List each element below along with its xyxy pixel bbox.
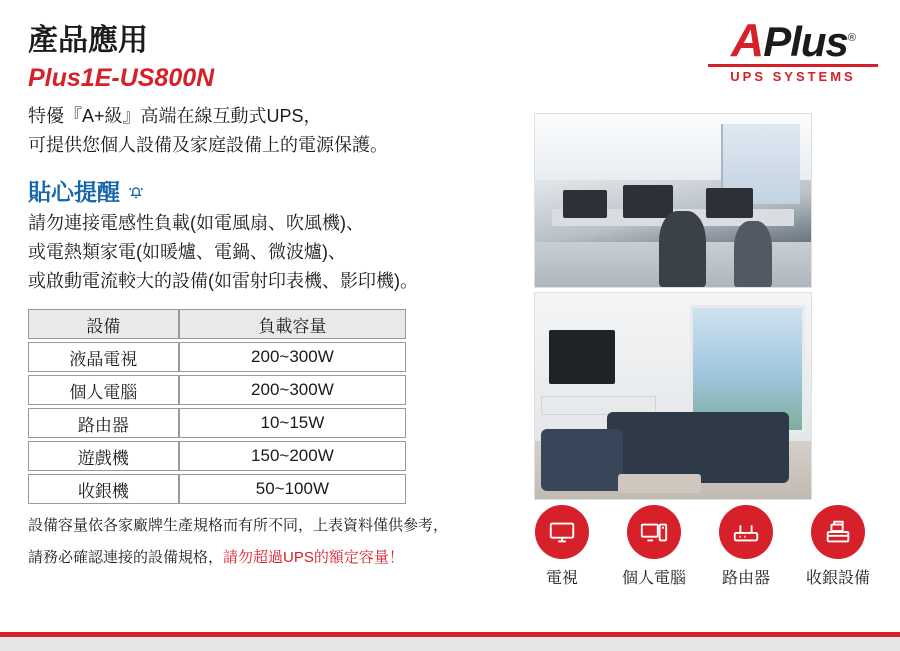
device-icon-label: 電視 bbox=[545, 570, 578, 587]
bell-icon bbox=[126, 181, 146, 201]
tv-icon bbox=[535, 505, 589, 559]
device-icon-item-router bbox=[704, 505, 788, 588]
footnote-line-2 bbox=[28, 545, 508, 571]
desktop-computer-icon bbox=[627, 505, 681, 559]
device-icon-item-pos bbox=[796, 505, 880, 588]
notice-heading-text: 貼心提醒 bbox=[28, 179, 120, 205]
device-icon-label: 路由器 bbox=[721, 570, 770, 587]
office-photo bbox=[534, 113, 812, 288]
aplus-logo bbox=[708, 14, 878, 84]
office-person bbox=[659, 211, 706, 287]
office-person bbox=[734, 221, 773, 287]
table-row bbox=[28, 474, 406, 504]
registered-mark-icon: ® bbox=[847, 32, 856, 44]
logo-word-plus: Plus bbox=[763, 18, 848, 65]
logo-subtitle: UPS SYSTEMS bbox=[730, 69, 856, 84]
notice-heading bbox=[28, 174, 508, 207]
table-row bbox=[28, 441, 406, 471]
table-row bbox=[28, 342, 406, 372]
table-cell-device: 遊戲機 bbox=[28, 441, 179, 471]
device-icon-row bbox=[520, 505, 880, 588]
table-header-row bbox=[28, 309, 406, 339]
table-cell-device: 液晶電視 bbox=[28, 342, 179, 372]
footnote-line-2-prefix: 請務必確認連接的設備規格， bbox=[28, 549, 224, 566]
product-model: Plus1E-US800N bbox=[28, 64, 215, 92]
logo-wordmark bbox=[708, 14, 878, 66]
logo-letter-a: A bbox=[730, 14, 764, 66]
table-cell-capacity: 200~300W bbox=[179, 342, 406, 372]
device-icon-item-pc bbox=[612, 505, 696, 588]
table-cell-capacity: 10~15W bbox=[179, 408, 406, 438]
device-icon-label: 收銀設備 bbox=[805, 570, 870, 587]
table-cell-capacity: 150~200W bbox=[179, 441, 406, 471]
office-monitor bbox=[623, 185, 673, 218]
page-title: 產品應用 bbox=[28, 24, 148, 57]
notice-line-2: 或電熱類家電(如暖爐、電鍋、微波爐)、 bbox=[28, 242, 346, 262]
intro-line-1: 特優『A+級』高端在線互動式UPS， bbox=[28, 106, 322, 126]
intro-line-2: 可提供您個人設備及家庭設備上的電源保護。 bbox=[28, 135, 388, 155]
footnote-warning: 請勿超過UPS的額定容量！ bbox=[223, 549, 404, 566]
table-cell-capacity: 50~100W bbox=[179, 474, 406, 504]
office-monitor bbox=[563, 190, 607, 218]
table-cell-device: 路由器 bbox=[28, 408, 179, 438]
table-row bbox=[28, 408, 406, 438]
table-cell-device: 收銀機 bbox=[28, 474, 179, 504]
footnote-line-1: 設備容量依各家廠牌生產規格而有所不同，上表資料僅供參考， bbox=[28, 517, 449, 534]
cash-register-icon bbox=[811, 505, 865, 559]
living-room-tv bbox=[549, 330, 615, 384]
device-icon-item-tv bbox=[520, 505, 604, 588]
load-capacity-table bbox=[28, 306, 406, 507]
table-cell-device: 個人電腦 bbox=[28, 375, 179, 405]
router-icon bbox=[719, 505, 773, 559]
bottom-grey-bar bbox=[0, 637, 900, 651]
table-header-device: 設備 bbox=[28, 309, 179, 339]
living-room-photo bbox=[534, 292, 812, 500]
table-row bbox=[28, 375, 406, 405]
office-monitor bbox=[706, 188, 753, 217]
living-room-coffee-table bbox=[618, 474, 701, 493]
device-icon-label: 個人電腦 bbox=[621, 570, 686, 587]
notice-line-1: 請勿連接電感性負載(如電風扇、吹風機)、 bbox=[28, 213, 364, 233]
table-header-capacity: 負載容量 bbox=[179, 309, 406, 339]
table-cell-capacity: 200~300W bbox=[179, 375, 406, 405]
left-column bbox=[28, 22, 508, 571]
living-room-sofa bbox=[607, 412, 789, 482]
living-room-armchair bbox=[541, 429, 624, 491]
notice-line-3: 或啟動電流較大的設備(如雷射印表機、影印機)。 bbox=[28, 271, 418, 291]
